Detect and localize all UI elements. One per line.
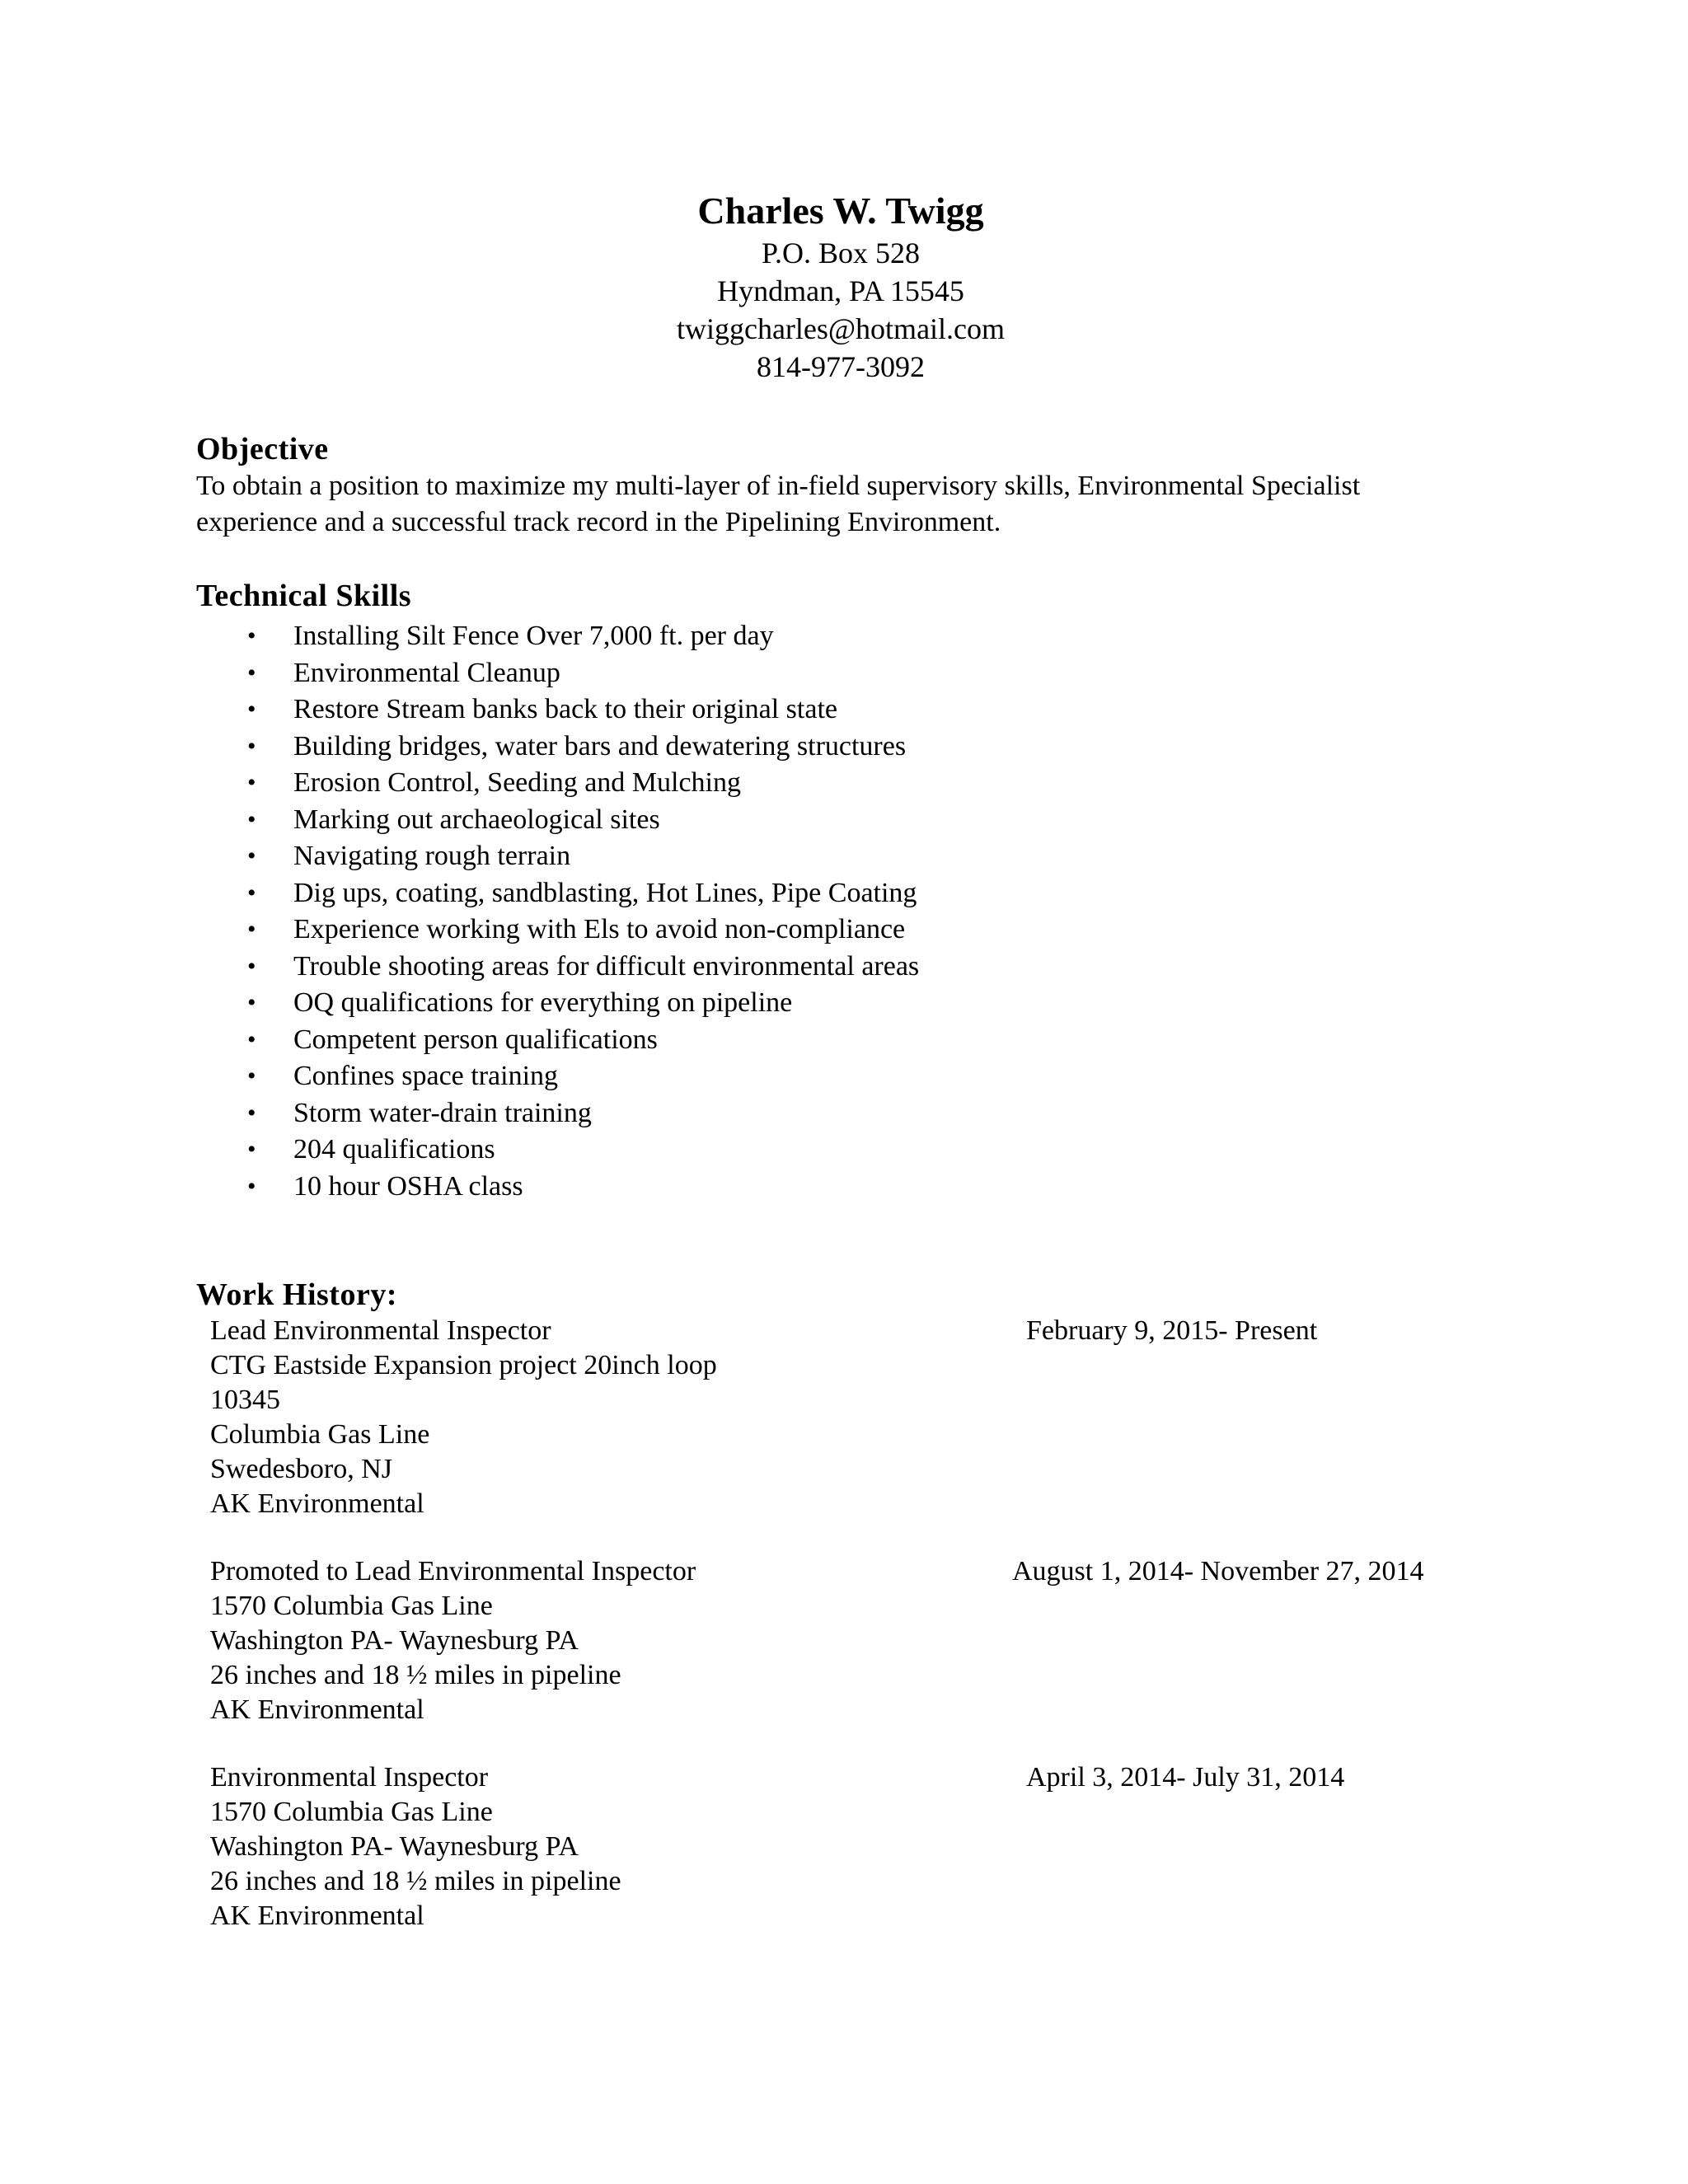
skill-text: 204 qualifications <box>293 1134 495 1165</box>
skill-text: Installing Silt Fence Over 7,000 ft. per day <box>293 621 774 651</box>
list-item <box>196 912 919 949</box>
list-item <box>196 985 919 1022</box>
list-item <box>196 838 919 875</box>
objective-text <box>196 468 1482 541</box>
list-item <box>196 802 919 839</box>
job-detail: Washington PA- Waynesburg PA <box>210 1625 579 1656</box>
list-item <box>196 618 919 655</box>
technical-skills-heading: Technical Skills <box>196 579 412 613</box>
job-title: Promoted to Lead Environmental Inspector <box>210 1556 696 1586</box>
email-address: twiggcharles@hotmail.com <box>676 312 1006 345</box>
job-detail: 1570 Columbia Gas Line <box>210 1797 493 1827</box>
list-item <box>196 1058 919 1095</box>
bullet-icon: • <box>247 1136 256 1163</box>
list-item <box>196 1132 919 1169</box>
list-item <box>196 875 919 912</box>
bullet-icon: • <box>247 622 256 649</box>
job-dates: August 1, 2014- November 27, 2014 <box>1012 1556 1424 1586</box>
skill-text: Competent person qualifications <box>293 1024 658 1055</box>
job-detail: Swedesboro, NJ <box>210 1454 392 1484</box>
job-title: Environmental Inspector <box>210 1762 489 1793</box>
job-detail: Washington PA- Waynesburg PA <box>210 1831 579 1862</box>
skill-text: 10 hour OSHA class <box>293 1170 523 1202</box>
skill-text: Environmental Cleanup <box>293 657 560 688</box>
skill-text: OQ qualifications for everything on pipeline <box>293 987 793 1018</box>
bullet-icon: • <box>247 879 256 907</box>
objective-line-2: experience and a successful track record in the Pipelining Environment. <box>196 507 1001 537</box>
job-detail: 10345 <box>210 1385 280 1415</box>
list-item <box>196 1095 919 1132</box>
bullet-icon: • <box>247 842 256 869</box>
list-item <box>196 691 919 729</box>
bullet-icon: • <box>247 1025 256 1053</box>
list-item <box>196 729 919 766</box>
job-detail: 1570 Columbia Gas Line <box>210 1591 493 1621</box>
skill-text: Navigating rough terrain <box>293 841 571 871</box>
bullet-icon: • <box>247 1172 256 1200</box>
work-history-heading: Work History: <box>196 1277 397 1312</box>
list-item <box>196 765 919 802</box>
skill-text: Confines space training <box>293 1061 559 1091</box>
objective-line-1: To obtain a position to maximize my multi-layer of in-field supervisory skills, Environmental Specialist <box>196 471 1361 501</box>
bullet-icon: • <box>247 732 256 760</box>
job-dates: April 3, 2014- July 31, 2014 <box>1026 1762 1345 1793</box>
job-entry-2 <box>210 1554 1496 1727</box>
job-detail: Columbia Gas Line <box>210 1419 430 1450</box>
job-detail: 26 inches and 18 ½ miles in pipeline <box>210 1660 621 1690</box>
job-detail: CTG Eastside Expansion project 20inch loop <box>210 1350 717 1380</box>
skill-text: Restore Stream banks back to their original state <box>293 694 837 724</box>
skill-text: Experience working with Els to avoid non-compliance <box>293 914 906 944</box>
job-title: Lead Environmental Inspector <box>210 1315 551 1346</box>
job-detail: AK Environmental <box>210 1694 424 1725</box>
list-item <box>196 949 919 986</box>
address-line-1: P.O. Box 528 <box>761 237 921 269</box>
address-line-2: Hyndman, PA 15545 <box>717 274 964 307</box>
phone-number: 814-977-3092 <box>757 350 925 383</box>
bullet-icon: • <box>247 952 256 980</box>
skill-text: Dig ups, coating, sandblasting, Hot Lines, Pipe Coating <box>293 877 917 908</box>
job-entry-3 <box>210 1760 1496 1933</box>
bullet-icon: • <box>247 1062 256 1090</box>
job-detail: AK Environmental <box>210 1488 424 1519</box>
skill-text: Trouble shooting areas for difficult environmental areas <box>293 950 920 982</box>
skill-text: Marking out archaeological sites <box>293 804 660 835</box>
job-detail: 26 inches and 18 ½ miles in pipeline <box>210 1866 621 1896</box>
bullet-icon: • <box>247 989 256 1016</box>
job-entry-1 <box>210 1314 1496 1521</box>
list-item <box>196 655 919 692</box>
contact-header <box>0 188 1681 386</box>
technical-skills-list <box>196 618 919 1205</box>
skill-text: Building bridges, water bars and dewatering structures <box>293 730 907 762</box>
job-dates: February 9, 2015- Present <box>1026 1315 1318 1346</box>
bullet-icon: • <box>247 658 256 687</box>
job-detail: AK Environmental <box>210 1900 424 1931</box>
skill-text: Erosion Control, Seeding and Mulching <box>293 767 742 798</box>
list-item <box>196 1022 919 1059</box>
bullet-icon: • <box>247 696 256 723</box>
objective-heading: Objective <box>196 432 329 466</box>
bullet-icon: • <box>247 1099 256 1127</box>
bullet-icon: • <box>247 769 256 796</box>
bullet-icon: • <box>247 916 256 943</box>
bullet-icon: • <box>247 805 256 833</box>
list-item <box>196 1169 919 1206</box>
skill-text: Storm water-drain training <box>293 1097 592 1128</box>
applicant-name: Charles W. Twigg <box>697 190 984 232</box>
